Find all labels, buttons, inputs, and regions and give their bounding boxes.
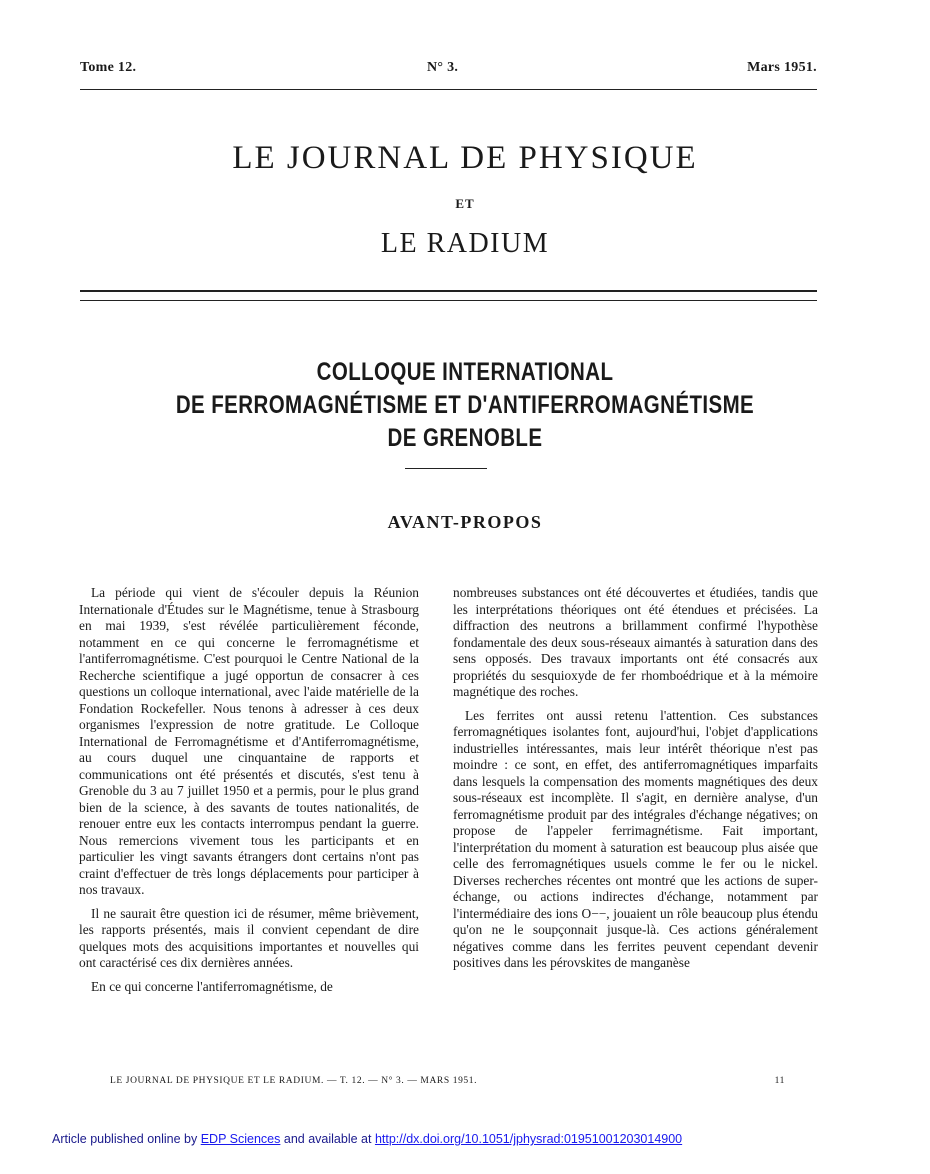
issue-number: N° 3. — [427, 60, 459, 75]
colloque-line-3: DE GRENOBLE — [387, 424, 543, 452]
title-separator — [405, 468, 487, 469]
paragraph: Les ferrites ont aussi retenu l'attention. Ces substances ferromagnétiques isolantes font, aujourd'hui, l'objet d'applications industrielles intéressantes, mais leur intérêt théorique n'est pas moindre : ce sont, en effet, des antiferromagnétiques imparfaits dans lesquels la compensation des moments magnétiques des deux sous-réseaux est incomplète. Il s'agit, en dernière analyse, d'un ferromagnétisme produit par des intégrales d'échange négatives; on propose de l'appeler ferrimagnétisme. Fait important, l'interprétation du moment à saturation est beaucoup plus aisée que celle des ferromagnétiques usuels comme le fer ou le nickel. Diverses recherches récentes ont montré que les actions de super-échange, ou actions indirectes d'échange, notamment par l'intermédiaire des ions O−−, jouaient un rôle beaucoup plus étendu qu'on ne le soupçonnait jusque-là. Ces actions généralement négatives comme dans les ferrites peuvent cependant devenir positives dans les pérovskites de manganèse — [453, 707, 818, 970]
publisher-link[interactable]: EDP Sciences — [200, 1132, 281, 1146]
publisher-notice — [52, 1132, 682, 1146]
journal-conjunction: ET — [455, 196, 475, 211]
paragraph: nombreuses substances ont été découvertes et étudiées, tandis que les interprétations théoriques ont été étendues et précisées. La diffraction des neutrons a brillamment confirmé l'hypothèse fondamentale des deux sous-réseaux aimantés à saturation dans des sens opposés. Des travaux importants ont été consacrés aux propriétés du sesquioxyde de fer rhomboédrique et à la mémoire magnétique des roches. — [453, 585, 818, 699]
header-rule — [80, 89, 817, 90]
colloque-line-1: COLLOQUE INTERNATIONAL — [316, 358, 614, 386]
paragraph: Il ne saurait être question ici de résumer, même brièvement, les rapports présentés, mais il convient cependant de dire quelques mots des acquisitions importantes et nouvelles qui ont caractérisé ces dix dernières années. — [79, 905, 419, 970]
doi-link[interactable]: http://dx.doi.org/10.1051/jphysrad:01951001203014900 — [374, 1132, 683, 1146]
colloque-line-2: DE FERROMAGNÉTISME ET D'ANTIFERROMAGNÉTISME — [175, 391, 755, 419]
paragraph: La période qui vient de s'écouler depuis la Réunion Internationale d'Études sur le Magnétisme, tenue à Strasbourg en mai 1939, s'est révélée particulièrement féconde, notamment en ce qui concerne le ferromagnétisme et l'antiferromagnétisme. C'est pourquoi le Centre National de la Recherche scientifique a jugé opportun de consacrer à ces questions un colloque international, avec l'aide matérielle de la Fondation Rockefeller. Nous tenons à adresser à ces deux organismes l'expression de notre gratitude. Le Colloque International de Ferromagnétisme et d'Antiferromagnétisme, au cours duquel une cinquantaine de rapports et communications ont été présentés et discutés, s'est tenu à Grenoble du 3 au 7 juillet 1950 et a permis, pour le plus grand bien de la science, à des savants de toutes nationalités, de renouer entre eux les contacts interrompus pendant la guerre. Nous remercions vivement tous les participants et en particulier les vingt savants étrangers dont certains n'ont pas craint d'effectuer de très longs déplacements pour participer à nos travaux. — [79, 585, 419, 897]
publisher-prefix: Article published online by — [52, 1132, 198, 1146]
page-number: 11 — [774, 1076, 785, 1086]
tome-label: Tome 12. — [80, 60, 137, 75]
journal-subtitle: LE RADIUM — [380, 228, 550, 259]
page-footer — [110, 1076, 785, 1086]
section-title: AVANT-PROPOS — [387, 512, 543, 532]
left-column — [79, 585, 419, 1002]
issue-date: Mars 1951. — [747, 60, 817, 75]
paragraph: En ce qui concerne l'antiferromagnétisme, de — [91, 978, 333, 994]
running-header — [80, 60, 817, 82]
journal-title: LE JOURNAL DE PHYSIQUE — [232, 140, 698, 176]
colloque-title — [84, 356, 847, 455]
publisher-middle: and available at — [283, 1132, 372, 1146]
masthead-double-rule — [80, 290, 817, 301]
footer-citation: LE JOURNAL DE PHYSIQUE ET LE RADIUM. — T. 12. — N° 3. — MARS 1951. — [110, 1076, 478, 1086]
right-column — [453, 585, 818, 979]
